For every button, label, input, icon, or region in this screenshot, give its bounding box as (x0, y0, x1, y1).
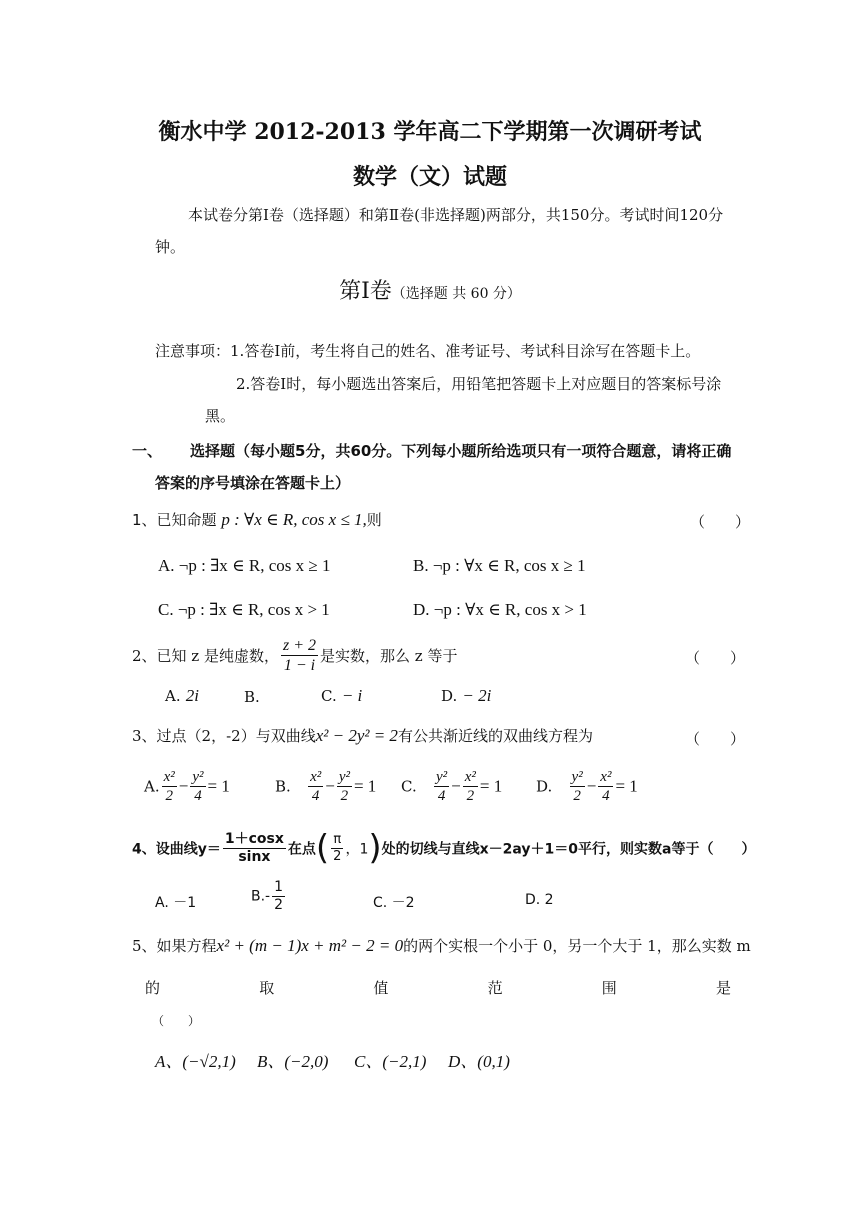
question-3-option-c-label: C. (401, 777, 417, 796)
frac-numerator: x² (600, 769, 612, 785)
question-4-point-x (331, 832, 343, 864)
question-2-fraction (281, 636, 318, 675)
frac-denominator: 4 (311, 788, 320, 804)
question-2-option-a (165, 686, 199, 706)
question-3-option-d (536, 768, 638, 805)
question-3-option-a-frac-1 (162, 768, 177, 805)
equals-one: = 1 (615, 776, 638, 796)
question-3-stem (132, 725, 593, 746)
intro-line-2: 钟。 (155, 238, 186, 256)
question-4-option-b (251, 879, 287, 914)
spread-char: 范 (487, 979, 503, 997)
question-2-stem (132, 636, 457, 675)
question-1-stem (132, 509, 382, 530)
frac-numerator: y² (435, 769, 448, 785)
frac-numerator: 1 (274, 879, 284, 895)
spread-char: 取 (259, 979, 275, 997)
question-3-option-c (401, 768, 502, 805)
question-1-answer-bracket: （ ） (690, 513, 751, 531)
equals-one: = 1 (353, 776, 377, 796)
right-paren: ) (368, 828, 382, 869)
spread-char: 值 (373, 979, 389, 997)
question-4-stem (132, 828, 756, 869)
notes-label: 注意事项： (155, 342, 231, 360)
question-3-option-d-label: D. (536, 777, 553, 796)
question-5-answer-bracket: （ ） (152, 1014, 201, 1028)
part1-heading: 第Ⅰ卷 (339, 279, 392, 304)
question-3-option-b (275, 768, 376, 805)
question-4-prefix: 4、设曲线y＝ (132, 841, 221, 858)
point-x-denominator: 2 (333, 848, 342, 864)
frac-denominator: 2 (165, 788, 173, 804)
question-3-option-b-frac-2 (337, 768, 352, 805)
part1-heading-note: （选择题 共 60 分） (391, 286, 521, 302)
question-2-option-c-label: C. (321, 687, 337, 705)
question-5-option-b: B、(−2,0) (257, 1052, 329, 1071)
spread-char: 围 (601, 979, 617, 997)
question-4-option-d: D. 2 (525, 892, 554, 908)
question-5-suffix: 的两个实根一个小于 0，另一个大于 1，那么实数 m (403, 937, 751, 955)
question-1-option-a: A. ¬p : ∃x ∈ R, cos x ≥ 1 (158, 556, 331, 575)
question-4-fraction-denominator: sinx (238, 848, 271, 865)
question-2-suffix: 是实数，那么 z 等于 (320, 647, 458, 666)
question-2-fraction-numerator: z + 2 (281, 636, 318, 656)
question-5-option-a: A、(−√2,1) (155, 1052, 236, 1071)
minus-sign: − (178, 776, 189, 796)
question-2-answer-bracket: （ ） (685, 649, 746, 667)
question-5-option-d: D、(0,1) (448, 1052, 510, 1071)
question-4-fraction (223, 831, 286, 866)
question-3-option-b-frac-1 (308, 768, 323, 805)
question-4-mid: 在点 (287, 841, 316, 858)
question-3-option-a (144, 768, 230, 805)
frac-numerator: x² (163, 769, 175, 785)
question-3-suffix: 有公共渐近线的双曲线方程为 (397, 727, 593, 745)
question-5-stem (132, 935, 751, 956)
equals-one: = 1 (479, 776, 503, 796)
question-3-option-d-frac-1 (570, 768, 585, 805)
frac-denominator: 4 (437, 788, 446, 804)
notes-item-2-line-1: 2.答卷Ⅰ时，每小题选出答案后，用铅笔把答题卡上对应题目的答案标号涂 (236, 375, 722, 393)
frac-denominator: 2 (466, 788, 475, 804)
left-paren: ( (315, 828, 330, 869)
frac-denominator: 2 (274, 896, 284, 913)
question-3-option-a-frac-2 (190, 768, 205, 805)
question-4-suffix: 处的切线与直线x－2ay＋1＝0平行，则实数a等于（ ） (381, 841, 756, 858)
question-3-option-d-frac-2 (598, 768, 613, 805)
question-3-option-b-label: B. (275, 777, 291, 796)
question-4-option-a: A. －1 (155, 895, 197, 911)
section-heading-line-2: 答案的序号填涂在答题卡上） (155, 474, 351, 492)
exam-title: 衡水中学 2012-2013 学年高二下学期第一次调研考试 (158, 119, 702, 145)
question-3-option-c-frac-1 (434, 768, 449, 805)
question-2-option-c-value: − i (341, 686, 363, 705)
frac-denominator: 4 (602, 788, 610, 804)
section-heading-line-1: 选择题（每小题5分，共60分。下列每小题所给选项只有一项符合题意，请将正确 (190, 442, 732, 460)
notes-item-2-line-2: 黑。 (205, 407, 236, 425)
question-2-prefix: 2、已知 z 是纯虚数， (132, 647, 279, 666)
exam-subtitle: 数学（文）试题 (352, 164, 507, 190)
question-2-fraction-denominator: 1 − i (283, 657, 316, 675)
frac-denominator: 2 (573, 788, 581, 804)
question-4-fraction-numerator: 1＋cosx (224, 831, 284, 847)
question-3-answer-bracket: （ ） (685, 730, 746, 748)
notes-row-1 (155, 340, 700, 361)
question-4-option-b-fraction (272, 879, 285, 914)
question-5-option-c: C、(−2,1) (354, 1052, 427, 1071)
frac-numerator: x² (464, 769, 476, 785)
question-3-option-a-label: A. (144, 777, 160, 796)
question-2-option-b: B. (244, 688, 260, 706)
frac-denominator: 2 (340, 788, 349, 804)
question-1-option-b: B. ¬p : ∀x ∈ R, cos x ≥ 1 (413, 556, 586, 575)
question-1-option-d: D. ¬p : ∀x ∈ R, cos x > 1 (413, 600, 587, 619)
part1-heading-row (0, 274, 860, 305)
question-1-option-c: C. ¬p : ∃x ∈ R, cos x > 1 (158, 600, 330, 619)
question-5-spread-line (145, 977, 731, 998)
minus-sign: − (325, 776, 335, 796)
question-2-option-d-label: D. (441, 687, 458, 705)
question-3-prefix: 3、过点（2，-2）与双曲线 (132, 727, 316, 745)
frac-numerator: y² (338, 769, 350, 785)
question-2-option-c (321, 686, 362, 706)
spread-char: 的 (145, 979, 161, 997)
frac-numerator: y² (192, 769, 204, 785)
question-1-proposition: p : ∀x ∈ R, cos x ≤ 1, (221, 510, 367, 529)
minus-sign: − (586, 776, 597, 796)
question-2-option-d (441, 686, 491, 706)
minus-sign: − (451, 776, 461, 796)
section-number: 一、 (132, 442, 163, 460)
equals-one: = 1 (207, 776, 230, 796)
spread-char: 是 (715, 979, 731, 997)
question-2-option-a-value: 2i (185, 686, 199, 705)
question-5-equation: x² + (m − 1)x + m² − 2 = 0 (216, 936, 404, 955)
question-4-point-y: ，1 (345, 841, 369, 858)
question-3-option-c-frac-2 (463, 768, 478, 805)
intro-line-1: 本试卷分第Ⅰ卷（选择题）和第Ⅱ卷(非选择题)两部分，共150分。考试时间120分 (188, 206, 724, 224)
question-2-option-a-label: A. (165, 687, 181, 705)
question-2-option-d-value: − 2i (462, 686, 492, 705)
question-5-prefix: 5、如果方程 (132, 937, 217, 955)
point-x-numerator: π (331, 832, 343, 849)
question-4-option-b-label: B.- (251, 888, 271, 905)
question-1-suffix: 则 (366, 511, 382, 529)
frac-denominator: 4 (194, 788, 202, 804)
frac-numerator: y² (571, 769, 583, 785)
question-4-option-c: C. －2 (373, 895, 415, 911)
question-1-prefix: 1、已知命题 (132, 511, 222, 529)
frac-numerator: x² (310, 769, 322, 785)
question-3-hyperbola: x² − 2y² = 2 (315, 726, 398, 745)
notes-item-1: 1.答卷Ⅰ前，考生将自己的姓名、准考证号、考试科目涂写在答题卡上。 (230, 342, 701, 360)
